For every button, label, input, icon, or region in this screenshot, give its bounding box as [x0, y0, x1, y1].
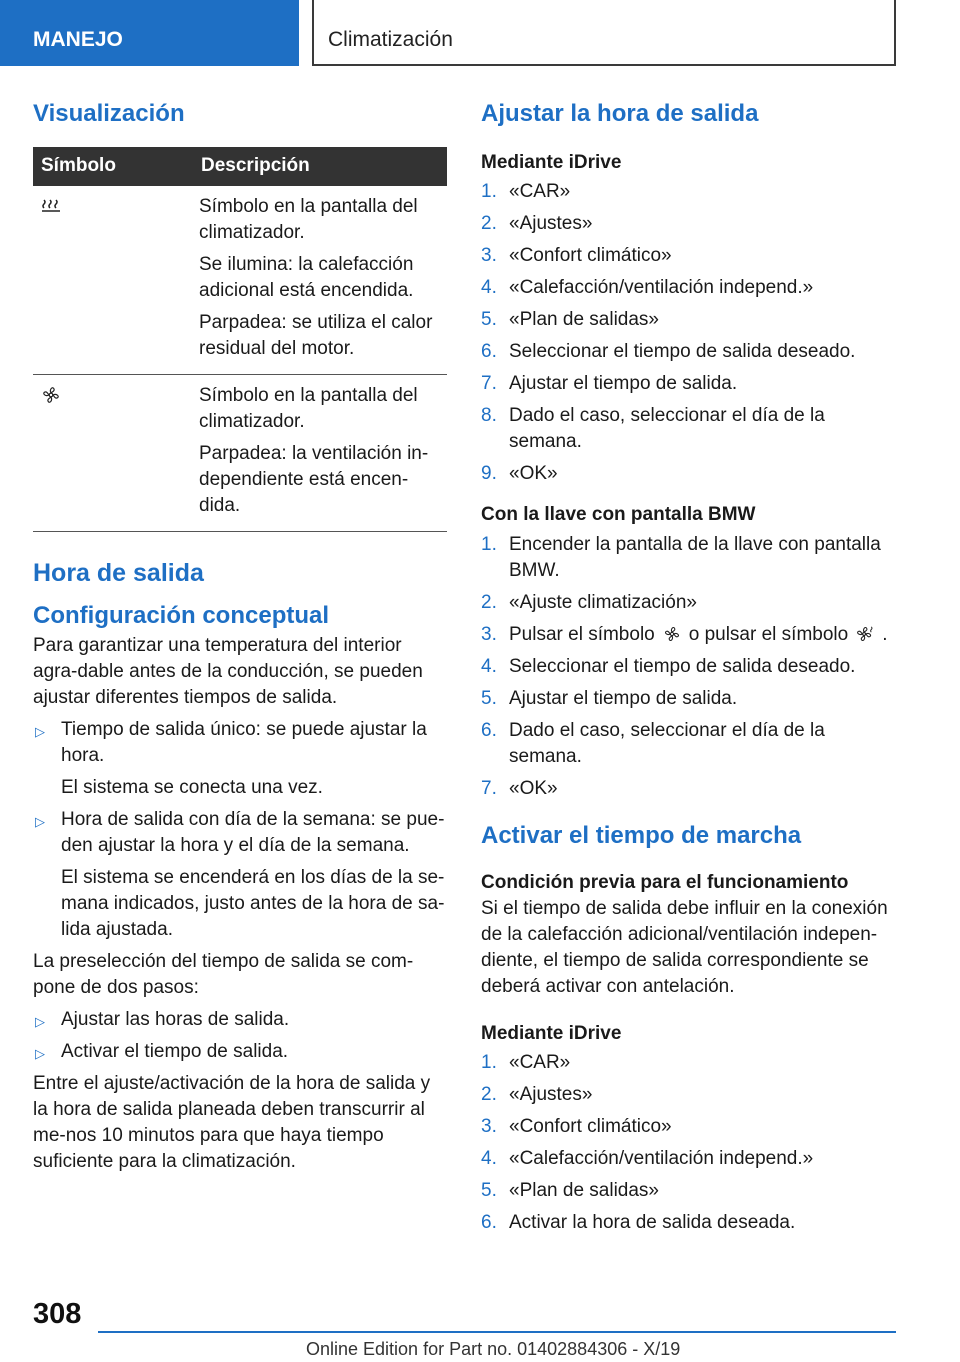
table-header-description: Descripción: [191, 147, 447, 186]
list-item: ▷ Tiempo de salida único: se puede ajustar la hora. El sistema se conecta una vez.: [35, 718, 427, 798]
footer-divider: [98, 1331, 896, 1333]
concept-title: Configuración conceptual: [33, 601, 330, 629]
page-header: [0, 0, 960, 66]
table-row: [33, 374, 447, 531]
list-item: 7. «OK»: [481, 778, 558, 800]
triangle-bullet-icon: ▷: [35, 1045, 45, 1061]
fan-icon: [41, 385, 61, 405]
list-item: 2. «Ajustes»: [481, 1084, 593, 1106]
row1-line2: Se ilumina: la calefacción adicional está encendida.: [199, 253, 414, 301]
fan-heat-icon: [856, 625, 874, 643]
list-item: 2. «Ajustes»: [481, 213, 593, 235]
page-number: 308: [33, 1298, 82, 1330]
idrive-steps: [481, 179, 901, 487]
adjust-title: Ajustar la hora de salida: [481, 100, 759, 127]
section-tab: MANEJO: [0, 0, 299, 66]
activate-steps: [481, 1050, 901, 1236]
list-item: 6. Activar la hora de salida deseada.: [481, 1212, 796, 1234]
row2-line1: Símbolo en la pantalla del climatizador.: [199, 384, 418, 432]
precondition-label: Condición previa para el funcionamiento: [481, 871, 849, 893]
list-item: 4. Seleccionar el tiempo de salida deseado.: [481, 656, 856, 678]
chapter-title: Climatización: [312, 0, 896, 66]
triangle-bullet-icon: ▷: [35, 723, 45, 739]
row1-line3: Parpadea: se utiliza el calor residual del motor.: [199, 311, 433, 359]
list-item: 8. Dado el caso, seleccionar el día de la semana.: [481, 405, 825, 453]
table-row: [33, 186, 447, 375]
list-item: 6. Seleccionar el tiempo de salida deseado.: [481, 341, 856, 363]
list-item: 5. Ajustar el tiempo de salida.: [481, 688, 738, 710]
left-column: [33, 100, 447, 1175]
list-item: ▷ Ajustar las horas de salida.: [33, 1007, 447, 1033]
row2-line2: Parpadea: la ventilación in-dependiente está encen-dida.: [199, 442, 429, 516]
list-item: 4. «Calefacción/ventilación independ.»: [481, 1148, 814, 1170]
activate-title: Activar el tiempo de marcha: [481, 822, 802, 850]
preselection-steps-list: [33, 1007, 447, 1065]
precondition-text: Si el tiempo de salida debe influir en la conexión de la calefacción adicional/ventilación indepen-diente, el tiempo de salida correspondiente se deberá activar con antelación.: [481, 897, 888, 997]
table-header-symbol: Símbolo: [33, 147, 191, 186]
symbol-table: [33, 147, 447, 532]
row1-line1: Símbolo en la pantalla del climatizador.: [199, 195, 418, 243]
fan-icon: [663, 625, 681, 643]
right-column: [481, 100, 901, 1236]
idrive-label-2: Mediante iDrive: [481, 1022, 622, 1044]
triangle-bullet-icon: ▷: [35, 813, 45, 829]
concept-intro: Para garantizar una temperatura del interior agra-dable antes de la conducción, se pueden ajustar diferentes tiempos de salida.: [33, 634, 423, 708]
key-steps: [481, 532, 901, 802]
key-label: Con la llave con pantalla BMW: [481, 504, 756, 526]
list-item: 1. «CAR»: [481, 181, 571, 203]
idrive-label: Mediante iDrive: [481, 151, 622, 173]
section-title: Hora de salida: [33, 558, 204, 587]
final-note: Entre el ajuste/activación de la hora de salida y la hora de salida planeada deben transcurrir al me-nos 10 minutos para que haya tiempo suficiente para la climatización.: [33, 1072, 431, 1172]
preselection-text: La preselección del tiempo de salida se com-pone de dos pasos:: [33, 950, 414, 998]
list-item: ▷ Activar el tiempo de salida.: [33, 1039, 447, 1065]
list-item: 7. Ajustar el tiempo de salida.: [481, 373, 738, 395]
list-item: 5. «Plan de salidas»: [481, 1180, 659, 1202]
list-item: 1. Encender la pantalla de la llave con pantalla BMW.: [481, 534, 881, 582]
visualization-heading: Visualización: [33, 100, 185, 127]
heating-icon: [41, 198, 61, 214]
edition-text: Online Edition for Part no. 01402884306 - X/19: [306, 1339, 681, 1359]
list-item: 2. «Ajuste climatización»: [481, 592, 697, 614]
list-item: ▷ Hora de salida con día de la semana: se pue-den ajustar la hora y el día de la semana. El sistema se encenderá en los días de la se-mana indicados, justo antes de la hora de sa-lida ajustada.: [35, 808, 445, 940]
table-header-row: [33, 147, 447, 186]
list-item: 6. Dado el caso, seleccionar el día de la semana.: [481, 720, 825, 768]
departure-type-list: [33, 717, 447, 943]
list-item: 1. «CAR»: [481, 1052, 571, 1074]
list-item: 4. «Calefacción/ventilación independ.»: [481, 277, 814, 299]
triangle-bullet-icon: ▷: [35, 1013, 45, 1029]
list-item: 9. «OK»: [481, 463, 558, 485]
list-item: 3. Pulsar el símbolo o pulsar el símbolo .: [481, 624, 888, 646]
list-item: 3. «Confort climático»: [481, 245, 672, 267]
list-item: 5. «Plan de salidas»: [481, 309, 659, 331]
list-item: 3. «Confort climático»: [481, 1116, 672, 1138]
